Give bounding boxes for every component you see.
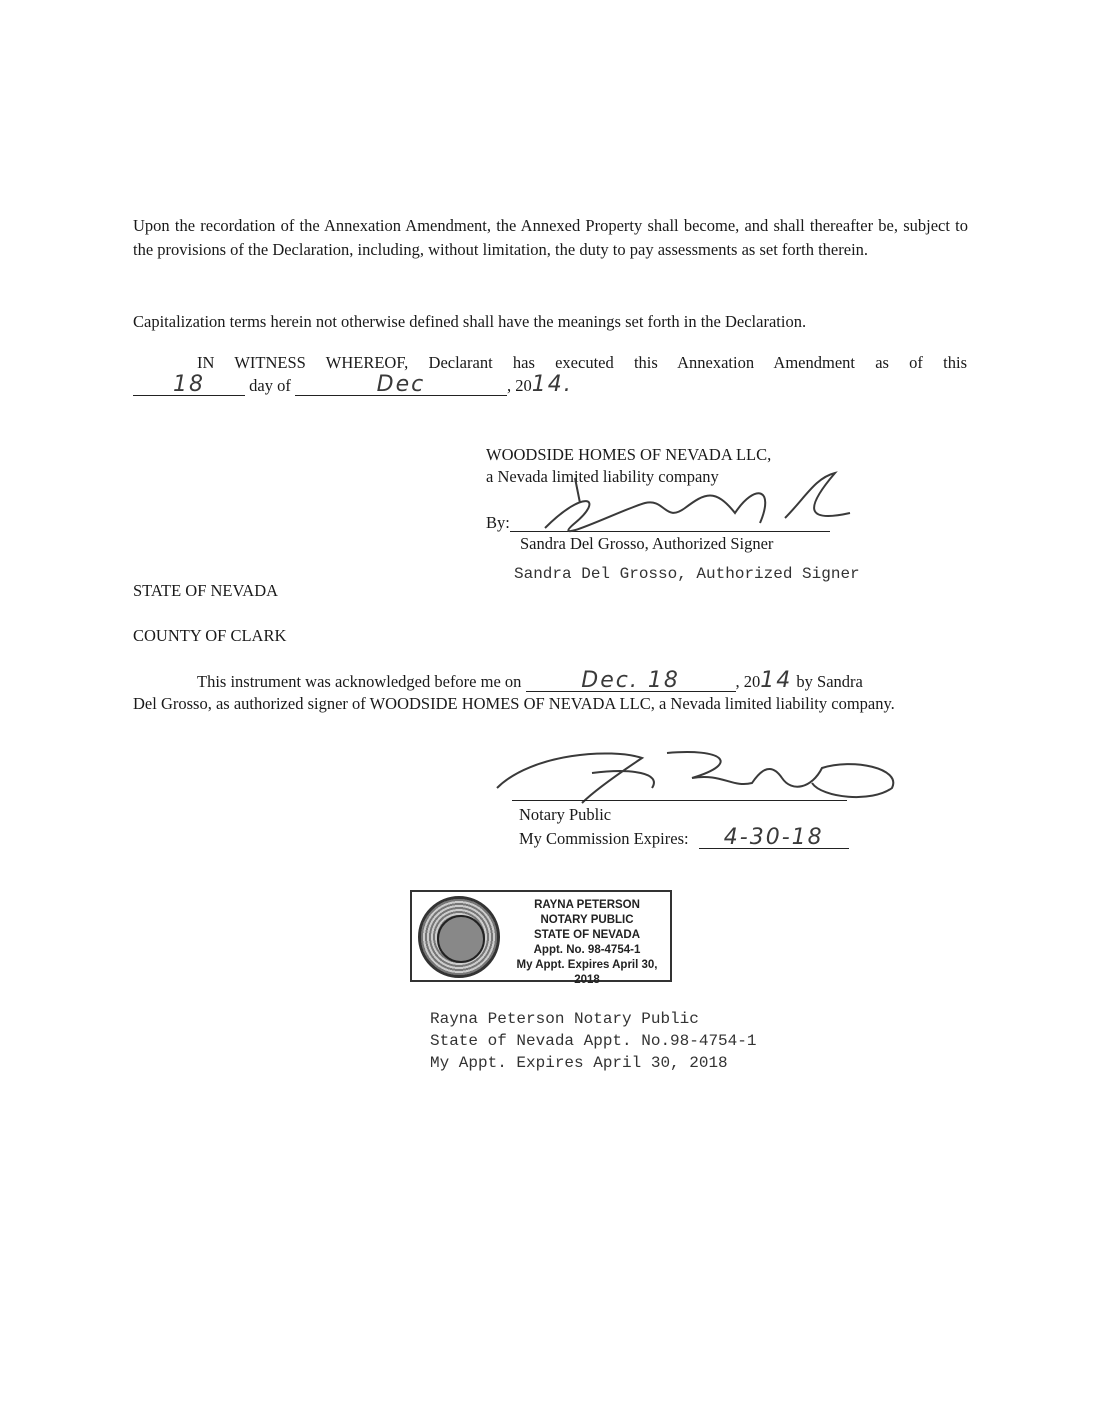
acknowledgment-line xyxy=(197,670,863,693)
acknowledgment-continuation: Del Grosso, as authorized signer of WOODSIDE HOMES OF NEVADA LLC, a Nevada limited liability company. xyxy=(133,694,895,713)
notary-stamp xyxy=(410,890,672,986)
notary-signature xyxy=(492,748,912,808)
acknowledgment-date-field: Dec. 18 xyxy=(526,671,736,692)
company-description: a Nevada limited liability company xyxy=(486,467,719,486)
typed-notary-name: Rayna Peterson Notary Public xyxy=(430,1010,699,1028)
commission-label: My Commission Expires: xyxy=(519,829,689,848)
notary-signature-line xyxy=(512,800,847,801)
typed-notary-appointment: State of Nevada Appt. No.98-4754-1 xyxy=(430,1032,757,1050)
state-heading: STATE OF NEVADA xyxy=(133,581,279,600)
stamp-line: Appt. No. 98-4754-1 xyxy=(533,944,641,956)
typed-notary-expiry: My Appt. Expires April 30, 2018 xyxy=(430,1054,728,1072)
by-label: By: xyxy=(486,513,510,532)
stamp-line: STATE OF NEVADA xyxy=(533,929,641,941)
commission-line xyxy=(519,825,849,850)
year-prefix: , 20 xyxy=(506,376,532,395)
date-line xyxy=(133,374,573,397)
ack-year-field: 14 xyxy=(760,668,793,693)
county-heading: COUNTY OF CLARK xyxy=(133,626,287,645)
commission-expiry-field: 4-30-18 xyxy=(699,828,849,849)
signer-typed-label: Sandra Del Grosso, Authorized Signer xyxy=(514,565,860,583)
month-field: Dec xyxy=(295,375,507,396)
company-name: WOODSIDE HOMES OF NEVADA LLC, xyxy=(486,445,772,464)
acknowledgment-text-tail: by Sandra xyxy=(796,672,863,691)
signer-line: Sandra Del Grosso, Authorized Signer xyxy=(520,534,774,553)
witness-line: IN WITNESS WHEREOF, Declarant has executed this Annexation Amendment as of this xyxy=(197,353,967,372)
stamp-line: RAYNA PETERSON xyxy=(534,899,640,911)
day-of-label: day of xyxy=(249,376,291,395)
notary-public-label: Notary Public xyxy=(519,805,612,824)
stamp-line: NOTARY PUBLIC xyxy=(540,914,634,926)
stamp-text xyxy=(504,898,670,988)
acknowledgment-text: This instrument was acknowledged before me on xyxy=(197,672,522,691)
recordation-paragraph: Upon the recordation of the Annexation Amendment, the Annexed Property shall become, and shall thereafter be, subject to the provisions of the Declaration, including, without limitation, the duty to pay assessments as set forth therein. xyxy=(133,216,968,259)
day-field: 18 xyxy=(133,375,245,396)
capitalization-paragraph: Capitalization terms herein not otherwise defined shall have the meanings set forth in the Declaration. xyxy=(133,312,807,331)
year-field: 14. xyxy=(531,372,573,397)
stamp-line: My Appt. Expires April 30, 2018 xyxy=(516,959,658,986)
ack-year-prefix: , 20 xyxy=(735,672,761,691)
state-seal-icon xyxy=(418,896,500,978)
